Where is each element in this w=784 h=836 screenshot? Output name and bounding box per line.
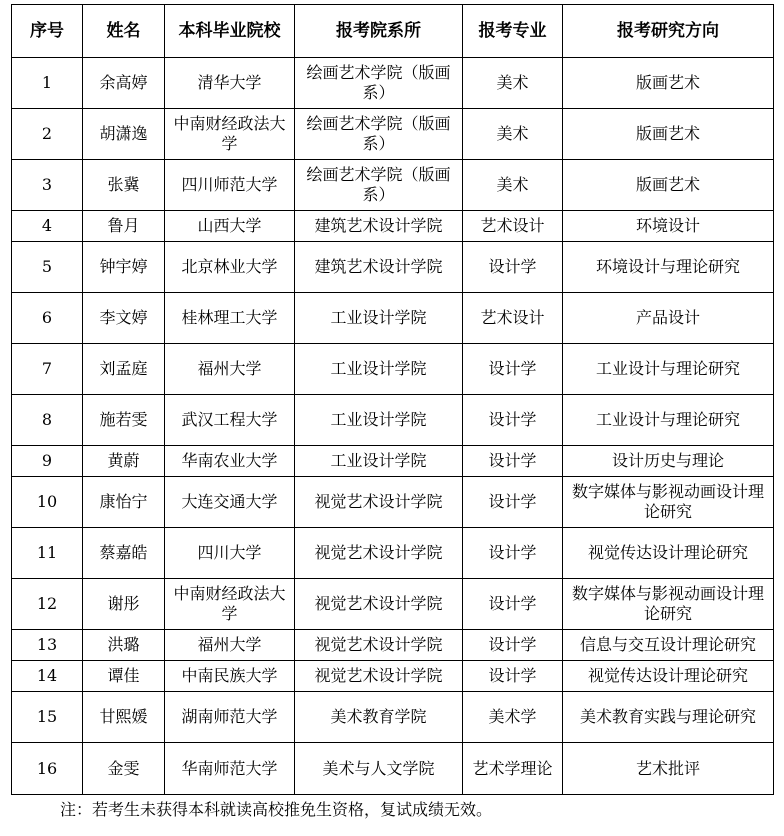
table-cell: 设计历史与理论 <box>563 446 774 477</box>
table-row <box>12 743 774 795</box>
footnote: 注：若考生未获得本科就读高校推免生资格，复试成绩无效。 <box>60 800 493 819</box>
table-cell: 艺术学理论 <box>463 743 563 795</box>
table-cell: 信息与交互设计理论研究 <box>563 630 774 661</box>
table-cell: 谢彤 <box>83 579 165 630</box>
table-cell: 绘画艺术学院（版画系） <box>295 109 463 160</box>
table-cell: 视觉传达设计理论研究 <box>563 528 774 579</box>
table-cell: 版画艺术 <box>563 160 774 211</box>
table-cell: 7 <box>12 344 83 395</box>
table-cell: 黄蔚 <box>83 446 165 477</box>
table-cell: 工业设计与理论研究 <box>563 344 774 395</box>
table-cell: 13 <box>12 630 83 661</box>
table-cell: 设计学 <box>463 630 563 661</box>
table-cell: 视觉艺术设计学院 <box>295 661 463 692</box>
table-cell: 蔡嘉皓 <box>83 528 165 579</box>
table-cell: 美术教育实践与理论研究 <box>563 692 774 743</box>
table-cell: 湖南师范大学 <box>165 692 295 743</box>
table-row <box>12 109 774 160</box>
table-cell: 10 <box>12 477 83 528</box>
table-cell: 12 <box>12 579 83 630</box>
table-cell: 绘画艺术学院（版画系） <box>295 58 463 109</box>
table-cell: 数字媒体与影视动画设计理论研究 <box>563 477 774 528</box>
table-cell: 桂林理工大学 <box>165 293 295 344</box>
table-row <box>12 395 774 446</box>
table-cell: 艺术批评 <box>563 743 774 795</box>
table-cell: 武汉工程大学 <box>165 395 295 446</box>
table-cell: 美术 <box>463 160 563 211</box>
table-cell: 美术 <box>463 109 563 160</box>
table-cell: 工业设计学院 <box>295 395 463 446</box>
table-cell: 8 <box>12 395 83 446</box>
header-cell: 报考研究方向 <box>563 5 774 58</box>
table-cell: 2 <box>12 109 83 160</box>
table-row <box>12 477 774 528</box>
table-row <box>12 211 774 242</box>
table-row <box>12 242 774 293</box>
table-cell: 华南农业大学 <box>165 446 295 477</box>
table-cell: 设计学 <box>463 477 563 528</box>
table-row <box>12 579 774 630</box>
table-cell: 清华大学 <box>165 58 295 109</box>
table-cell: 4 <box>12 211 83 242</box>
table-cell: 设计学 <box>463 344 563 395</box>
table-cell: 工业设计学院 <box>295 293 463 344</box>
table-cell: 视觉艺术设计学院 <box>295 477 463 528</box>
table-row <box>12 661 774 692</box>
table-row <box>12 58 774 109</box>
table-cell: 金雯 <box>83 743 165 795</box>
table-cell: 环境设计与理论研究 <box>563 242 774 293</box>
header-cell: 报考院系所 <box>295 5 463 58</box>
table-cell: 北京林业大学 <box>165 242 295 293</box>
table-cell: 艺术设计 <box>463 293 563 344</box>
table-row <box>12 528 774 579</box>
table-cell: 3 <box>12 160 83 211</box>
table-cell: 工业设计学院 <box>295 446 463 477</box>
table-cell: 艺术设计 <box>463 211 563 242</box>
table-cell: 设计学 <box>463 395 563 446</box>
header-row <box>12 5 774 58</box>
header-cell: 序号 <box>12 5 83 58</box>
table-cell: 钟宇婷 <box>83 242 165 293</box>
table-cell: 康怡宁 <box>83 477 165 528</box>
table-cell: 鲁月 <box>83 211 165 242</box>
table-cell: 张冀 <box>83 160 165 211</box>
table-cell: 大连交通大学 <box>165 477 295 528</box>
table-cell: 环境设计 <box>563 211 774 242</box>
table-cell: 工业设计与理论研究 <box>563 395 774 446</box>
table-cell: 16 <box>12 743 83 795</box>
table-cell: 设计学 <box>463 661 563 692</box>
table-cell: 数字媒体与影视动画设计理论研究 <box>563 579 774 630</box>
table-cell: 谭佳 <box>83 661 165 692</box>
table-cell: 视觉艺术设计学院 <box>295 528 463 579</box>
admission-table <box>11 4 774 795</box>
table-cell: 四川师范大学 <box>165 160 295 211</box>
table-cell: 刘孟庭 <box>83 344 165 395</box>
table-cell: 四川大学 <box>165 528 295 579</box>
table-cell: 建筑艺术设计学院 <box>295 211 463 242</box>
table-cell: 版画艺术 <box>563 58 774 109</box>
table-row <box>12 692 774 743</box>
table-cell: 美术 <box>463 58 563 109</box>
table-cell: 施若雯 <box>83 395 165 446</box>
table-cell: 视觉艺术设计学院 <box>295 579 463 630</box>
table-row <box>12 630 774 661</box>
table-cell: 设计学 <box>463 446 563 477</box>
table-cell: 李文婷 <box>83 293 165 344</box>
header-cell: 本科毕业院校 <box>165 5 295 58</box>
table-cell: 美术学 <box>463 692 563 743</box>
header-cell: 姓名 <box>83 5 165 58</box>
table-cell: 版画艺术 <box>563 109 774 160</box>
table-cell: 胡潇逸 <box>83 109 165 160</box>
table-cell: 美术教育学院 <box>295 692 463 743</box>
table-row <box>12 446 774 477</box>
table-row <box>12 293 774 344</box>
header-cell: 报考专业 <box>463 5 563 58</box>
table-cell: 设计学 <box>463 528 563 579</box>
table-cell: 15 <box>12 692 83 743</box>
table-cell: 华南师范大学 <box>165 743 295 795</box>
table-cell: 建筑艺术设计学院 <box>295 242 463 293</box>
table-cell: 余高婷 <box>83 58 165 109</box>
table-cell: 山西大学 <box>165 211 295 242</box>
table-row <box>12 344 774 395</box>
table-cell: 设计学 <box>463 242 563 293</box>
table-cell: 福州大学 <box>165 344 295 395</box>
table-cell: 设计学 <box>463 579 563 630</box>
table-cell: 工业设计学院 <box>295 344 463 395</box>
table-cell: 1 <box>12 58 83 109</box>
table-cell: 中南民族大学 <box>165 661 295 692</box>
table-cell: 中南财经政法大学 <box>165 109 295 160</box>
table-cell: 绘画艺术学院（版画系） <box>295 160 463 211</box>
table-cell: 福州大学 <box>165 630 295 661</box>
table-cell: 甘熙媛 <box>83 692 165 743</box>
table-cell: 产品设计 <box>563 293 774 344</box>
table-cell: 5 <box>12 242 83 293</box>
table-cell: 9 <box>12 446 83 477</box>
table-cell: 视觉艺术设计学院 <box>295 630 463 661</box>
table-cell: 14 <box>12 661 83 692</box>
table-cell: 视觉传达设计理论研究 <box>563 661 774 692</box>
table-row <box>12 160 774 211</box>
table-cell: 洪璐 <box>83 630 165 661</box>
table-cell: 中南财经政法大学 <box>165 579 295 630</box>
table-cell: 11 <box>12 528 83 579</box>
table-cell: 6 <box>12 293 83 344</box>
table-cell: 美术与人文学院 <box>295 743 463 795</box>
